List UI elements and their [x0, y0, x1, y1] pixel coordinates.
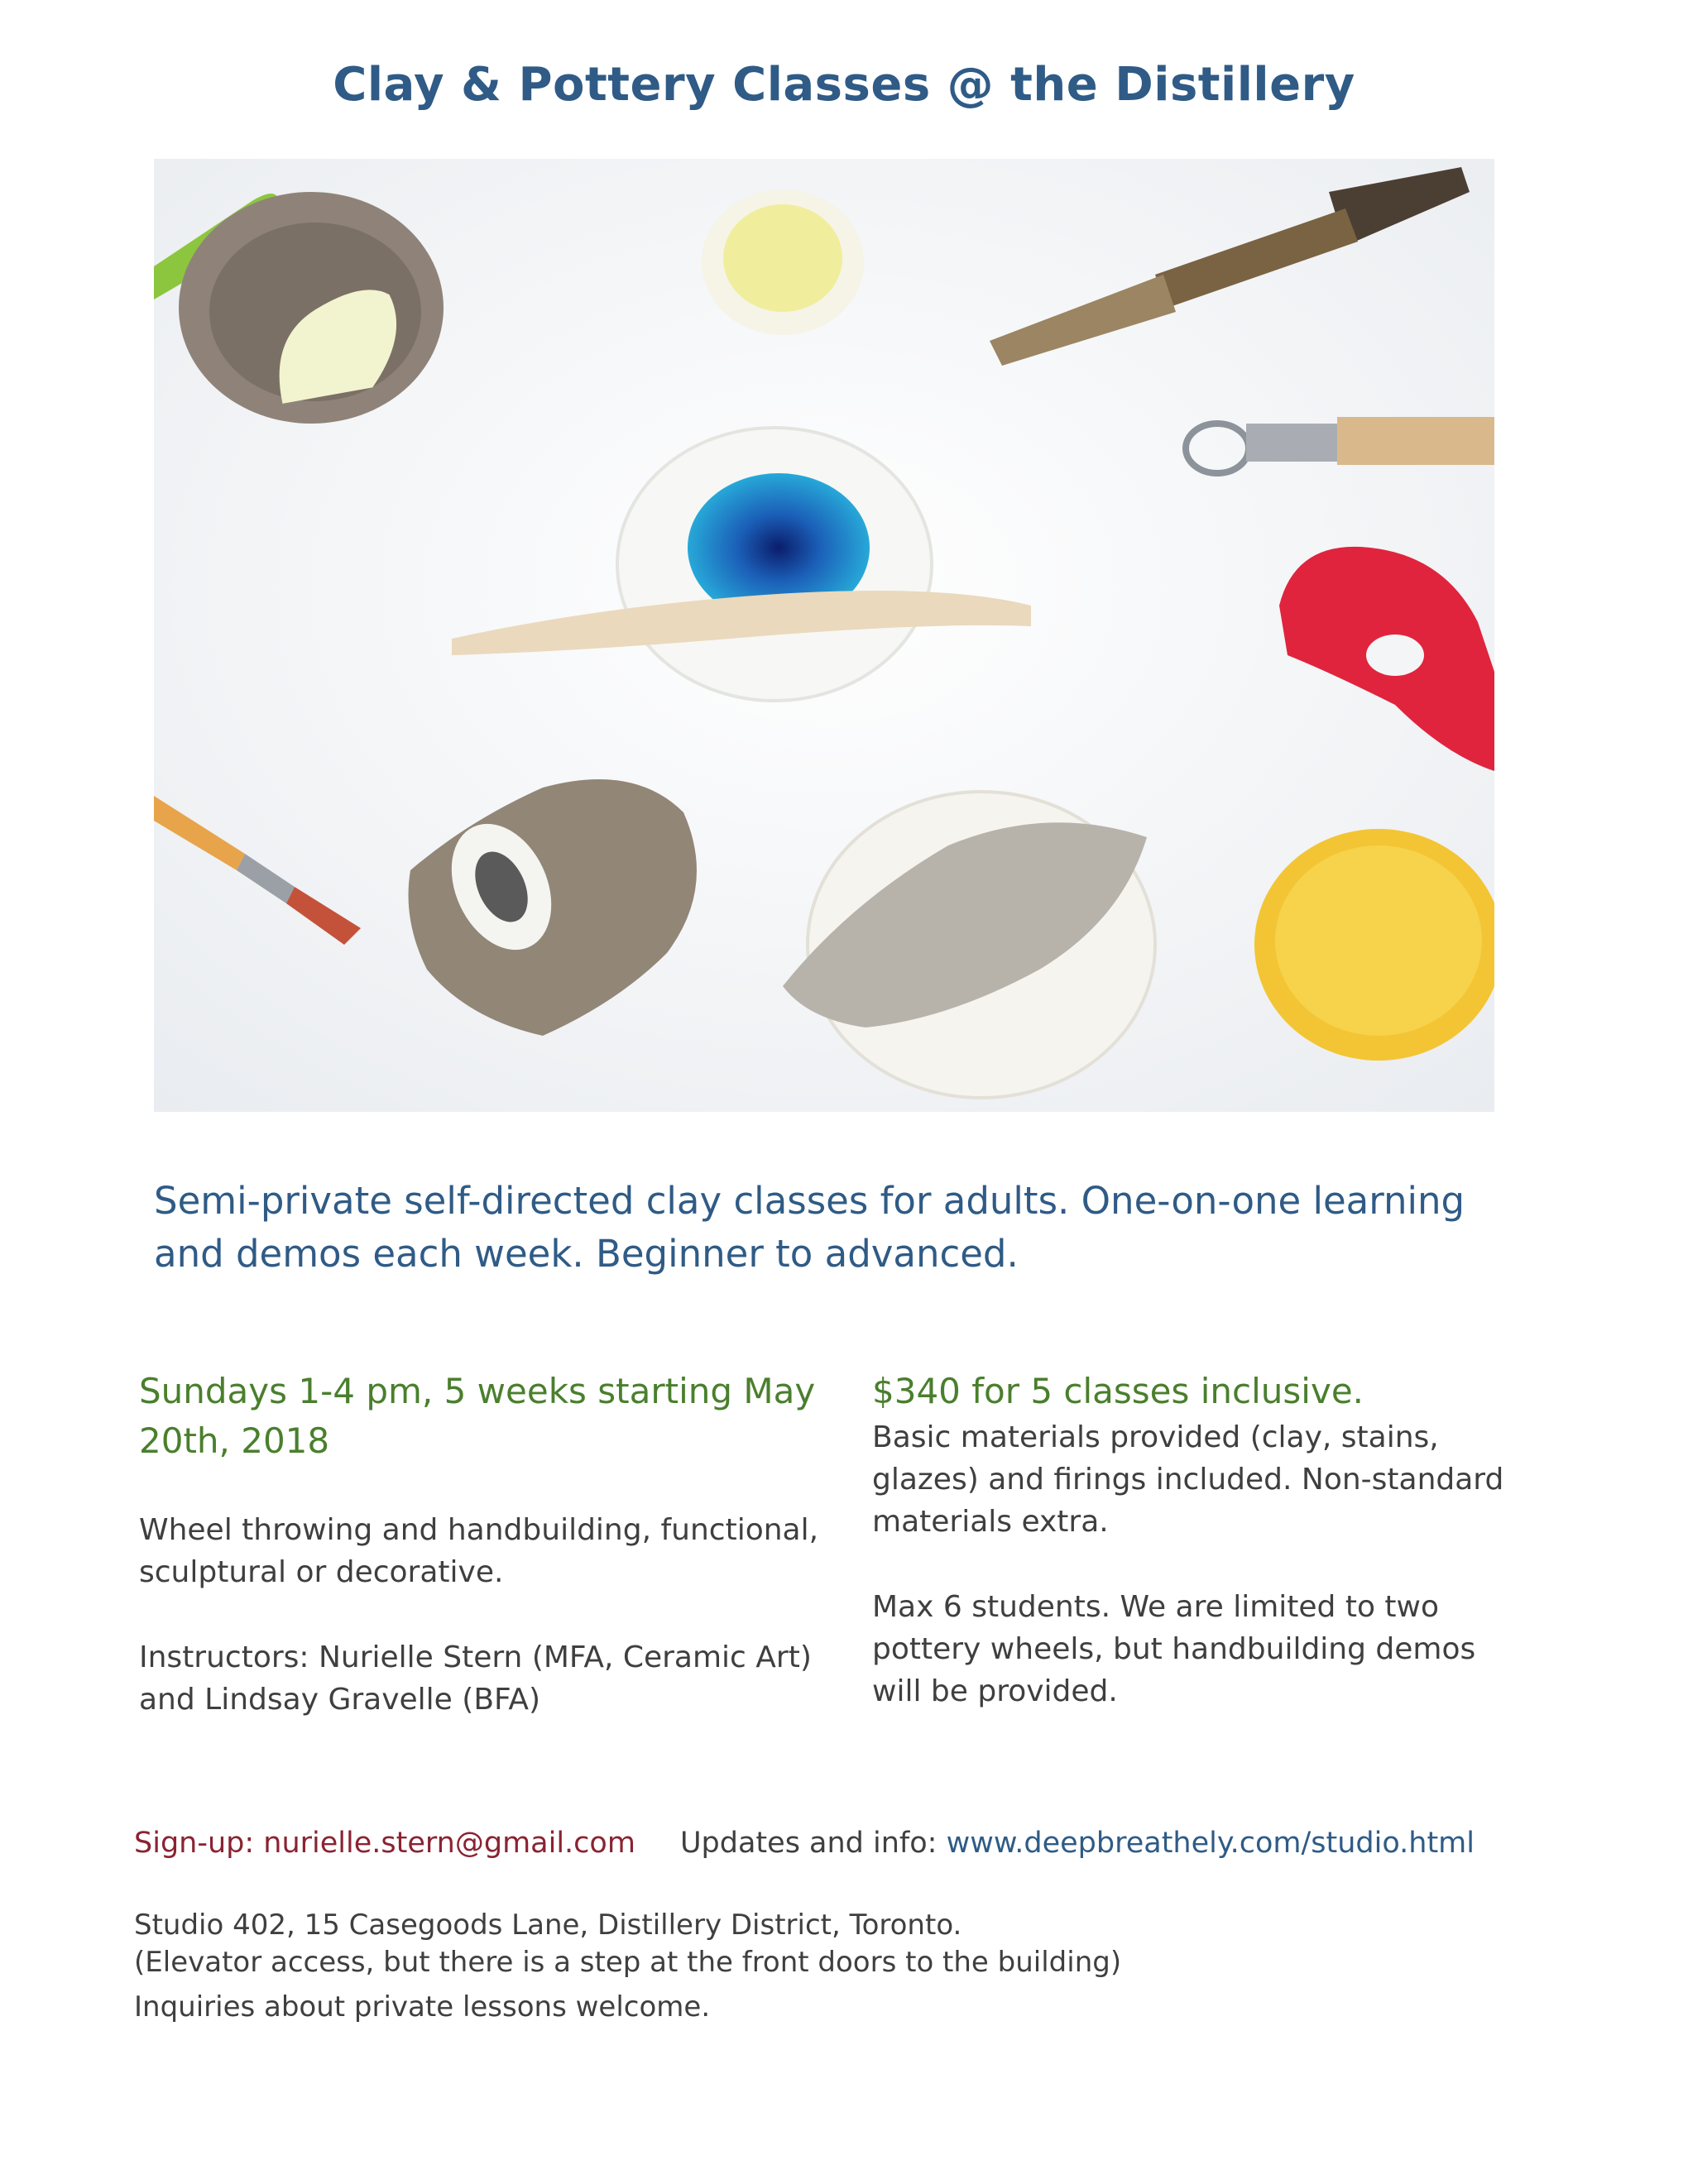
contact-line	[134, 1827, 1541, 1860]
class-description: Wheel throwing and handbuilding, functional, sculptural or decorative.	[139, 1513, 819, 1589]
white-bowl-blue-glaze	[617, 428, 932, 701]
schedule-heading: Sundays 1-4 pm, 5 weeks starting May 20th, 2018	[139, 1371, 816, 1461]
instructors-text: Instructors: Nurielle Stern (MFA, Ceramic Art) and Lindsay Gravelle (BFA)	[139, 1640, 812, 1717]
studio-address: Studio 402, 15 Casegoods Lane, Distillery District, Toronto.	[134, 1909, 962, 1942]
clay-bowl-with-lime	[179, 192, 444, 424]
info-url-link[interactable]: www.deepbreathely.com/studio.html	[946, 1827, 1475, 1860]
address-block	[134, 1907, 1541, 1981]
capacity-text: Max 6 students. We are limited to two pottery wheels, but handbuilding demos will be provided.	[872, 1590, 1476, 1708]
intro-text: Semi-private self-directed clay classes for adults. One-on-one learning and demos each week. Beginner to advanced.	[154, 1179, 1465, 1276]
lemon-slice-dish	[702, 189, 864, 335]
signup-email-link[interactable]: Sign-up: nurielle.stern@gmail.com	[134, 1827, 635, 1860]
price-heading: $340 for 5 classes inclusive.	[872, 1371, 1364, 1411]
access-note: (Elevator access, but there is a step at the front doors to the building)	[134, 1946, 1122, 1979]
materials-text: Basic materials provided (clay, stains, glazes) and firings included. Non-standard materials extra.	[872, 1420, 1504, 1539]
pottery-tools-photo	[154, 159, 1494, 1112]
info-label: Updates and info:	[679, 1827, 947, 1860]
inquiries-text: Inquiries about private lessons welcome.	[134, 1990, 711, 2024]
page-title: Clay & Pottery Classes @ the Distillery	[333, 58, 1355, 112]
pricing-column	[872, 1367, 1518, 1712]
schedule-column	[139, 1367, 826, 1721]
yellow-sponge	[1254, 829, 1494, 1061]
